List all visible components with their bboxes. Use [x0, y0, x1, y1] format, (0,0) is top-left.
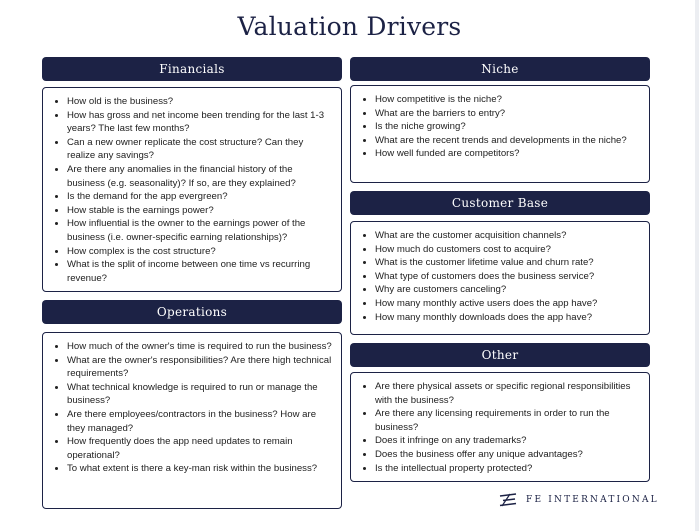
- list-item: • What are the barriers to entry?: [375, 107, 641, 121]
- list-item: • Is the intellectual property protected?: [375, 462, 641, 476]
- logo-text: FE INTERNATIONAL: [526, 495, 659, 505]
- other-list: [351, 373, 649, 475]
- list-item: • What is the customer lifetime value and churn rate?: [375, 256, 641, 270]
- list-item: • What are the customer acquisition channels?: [375, 229, 641, 243]
- customer-base-box: [350, 221, 650, 335]
- customer-base-list: [351, 222, 649, 324]
- list-item: • How influential is the owner to the earnings power of the business (i.e. owner-specific earning relationships)?: [67, 217, 333, 244]
- list-item: • To what extent is there a key-man risk within the business?: [67, 462, 333, 476]
- niche-list: [351, 86, 649, 161]
- list-item: • Is the niche growing?: [375, 120, 641, 134]
- list-item: • What technical knowledge is required to run or manage the business?: [67, 381, 333, 408]
- financials-list: [43, 88, 341, 285]
- fe-international-logo: [498, 492, 659, 508]
- list-item: • How well funded are competitors?: [375, 147, 641, 161]
- list-item: • What is the split of income between one time vs recurring revenue?: [67, 258, 333, 285]
- list-item: • How stable is the earnings power?: [67, 204, 333, 218]
- operations-list: [43, 333, 341, 476]
- list-item: • Are there any licensing requirements in order to run the business?: [375, 407, 641, 434]
- list-item: • How much of the owner's time is required to run the business?: [67, 340, 333, 354]
- list-item: • Is the demand for the app evergreen?: [67, 190, 333, 204]
- list-item: • Are there any anomalies in the financial history of the business (e.g. seasonality)? If so, are they explained?: [67, 163, 333, 190]
- list-item: • How has gross and net income been trending for the last 1-3 years? The last few months?: [67, 109, 333, 136]
- list-item: • Why are customers canceling?: [375, 283, 641, 297]
- financials-box: [42, 87, 342, 292]
- list-item: • Can a new owner replicate the cost structure? Can they realize any savings?: [67, 136, 333, 163]
- operations-header: Operations: [42, 300, 342, 324]
- operations-box: [42, 332, 342, 509]
- page-title: Valuation Drivers: [237, 12, 462, 41]
- fe-logo-icon: [498, 493, 518, 507]
- list-item: • What are the recent trends and developments in the niche?: [375, 134, 641, 148]
- list-item: • Are there physical assets or specific regional responsibilities with the business?: [375, 380, 641, 407]
- niche-box: [350, 85, 650, 183]
- financials-header: Financials: [42, 57, 342, 81]
- page-edge: [695, 0, 699, 531]
- list-item: • What are the owner's responsibilities? Are there high technical requirements?: [67, 354, 333, 381]
- list-item: • How old is the business?: [67, 95, 333, 109]
- list-item: • Does the business offer any unique advantages?: [375, 448, 641, 462]
- other-header: Other: [350, 343, 650, 367]
- list-item: • What type of customers does the business service?: [375, 270, 641, 284]
- list-item: • How competitive is the niche?: [375, 93, 641, 107]
- niche-header: Niche: [350, 57, 650, 81]
- list-item: • How frequently does the app need updates to remain operational?: [67, 435, 333, 462]
- list-item: • How complex is the cost structure?: [67, 245, 333, 259]
- customer-base-header: Customer Base: [350, 191, 650, 215]
- list-item: • Does it infringe on any trademarks?: [375, 434, 641, 448]
- list-item: • Are there employees/contractors in the business? How are they managed?: [67, 408, 333, 435]
- list-item: • How many monthly downloads does the app have?: [375, 311, 641, 325]
- list-item: • How much do customers cost to acquire?: [375, 243, 641, 257]
- other-box: [350, 372, 650, 482]
- list-item: • How many monthly active users does the app have?: [375, 297, 641, 311]
